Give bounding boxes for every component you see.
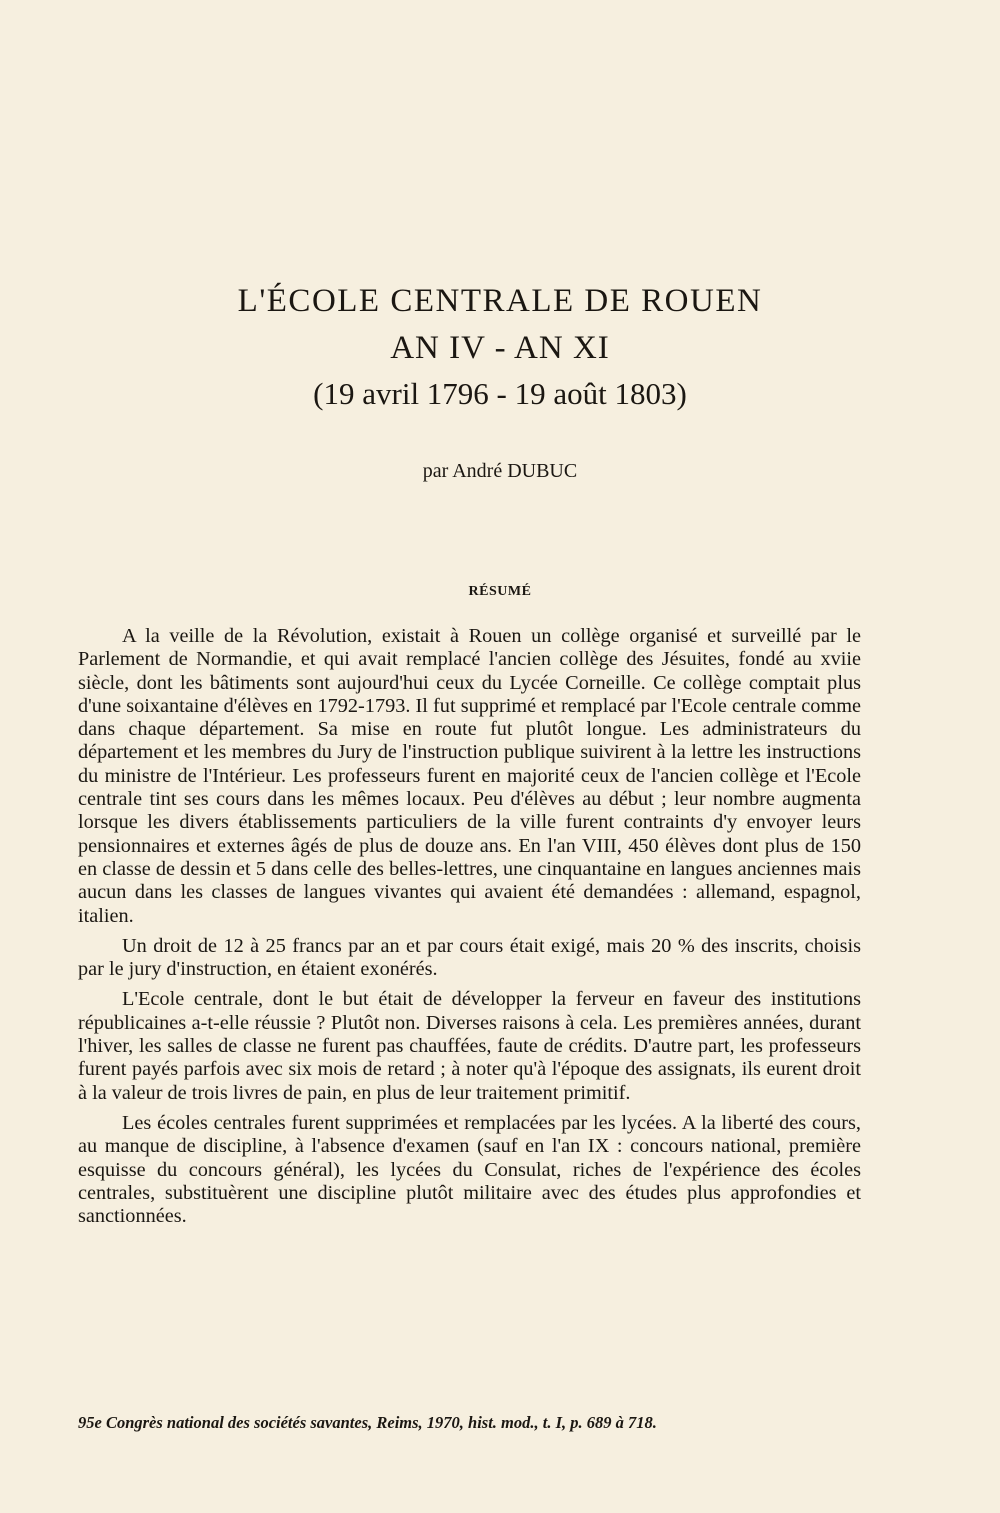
article-subtitle-dates: (19 avril 1796 - 19 août 1803) — [313, 376, 687, 411]
publication-footnote: 95e Congrès national des sociétés savantes, Reims, 1970, hist. mod., t. I, p. 689 à 718. — [78, 1413, 657, 1432]
abstract-paragraph: L'Ecole centrale, dont le but était de développer la ferveur en faveur des institutions républicaines a-t-elle réussie ? Plutôt non. Diverses raisons à cela. Les premières années, durant l'hiver, les salles de classe ne furent pas chauffées, faute de crédits. D'autre part, les professeurs furent payés parfois avec six mois de retard ; à noter qu'à l'époque des assignats, ils eurent droit à la valeur de trois livres de pain, en plus de leur traitement primitif. — [78, 988, 861, 1104]
article-subtitle-years: AN IV - AN XI — [390, 330, 610, 366]
abstract-paragraph: Un droit de 12 à 25 francs par an et par cours était exigé, mais 20 % des inscrits, choisis par le jury d'instruction, en étaient exonérés. — [78, 934, 861, 981]
article-title: L'ÉCOLE CENTRALE DE ROUEN — [237, 283, 763, 319]
abstract-paragraph: A la veille de la Révolution, existait à Rouen un collège organisé et surveillé par le Parlement de Normandie, et qui avait remplacé l'ancien collège des Jésuites, fondé au xviie siècle, dont les bâtiments sont aujourd'hui ceux du Lycée Corneille. Ce collège comptait plus d'une soixantaine d'élèves en 1792-1793. Il fut supprimé et remplacé par l'Ecole centrale comme dans chaque département. Sa mise en route fut plutôt longue. Les administrateurs du département et les membres du Jury de l'instruction publique suivirent à la lettre les instructions du ministre de l'Intérieur. Les professeurs furent en majorité ceux de l'ancien collège et l'Ecole centrale tint ses cours dans les mêmes locaux. Peu d'élèves au début ; leur nombre augmenta lorsque les divers établissements particuliers de la ville furent contraints d'y envoyer leurs pensionnaires et externes âgés de plus de douze ans. En l'an VIII, 450 élèves dont plus de 150 en classe de dessin et 5 dans celle des belles-lettres, une cinquantaine en langues anciennes mais aucun dans les classes de langues vivantes qui avaient été demandées : allemand, espagnol, italien. — [78, 625, 861, 927]
author-byline: par André DUBUC — [422, 460, 578, 482]
abstract-paragraph: Les écoles centrales furent supprimées et remplacées par les lycées. A la liberté des cours, au manque de discipline, à l'absence d'examen (sauf en l'an IX : concours national, première esquisse du concours général), les lycées du Consulat, riches de l'expérience des écoles centrales, substituèrent une discipline plutôt militaire avec des études plus approfondies et sanctionnées. — [78, 1111, 861, 1228]
abstract-body — [78, 625, 861, 1235]
abstract-heading: RÉSUMÉ — [468, 584, 532, 599]
